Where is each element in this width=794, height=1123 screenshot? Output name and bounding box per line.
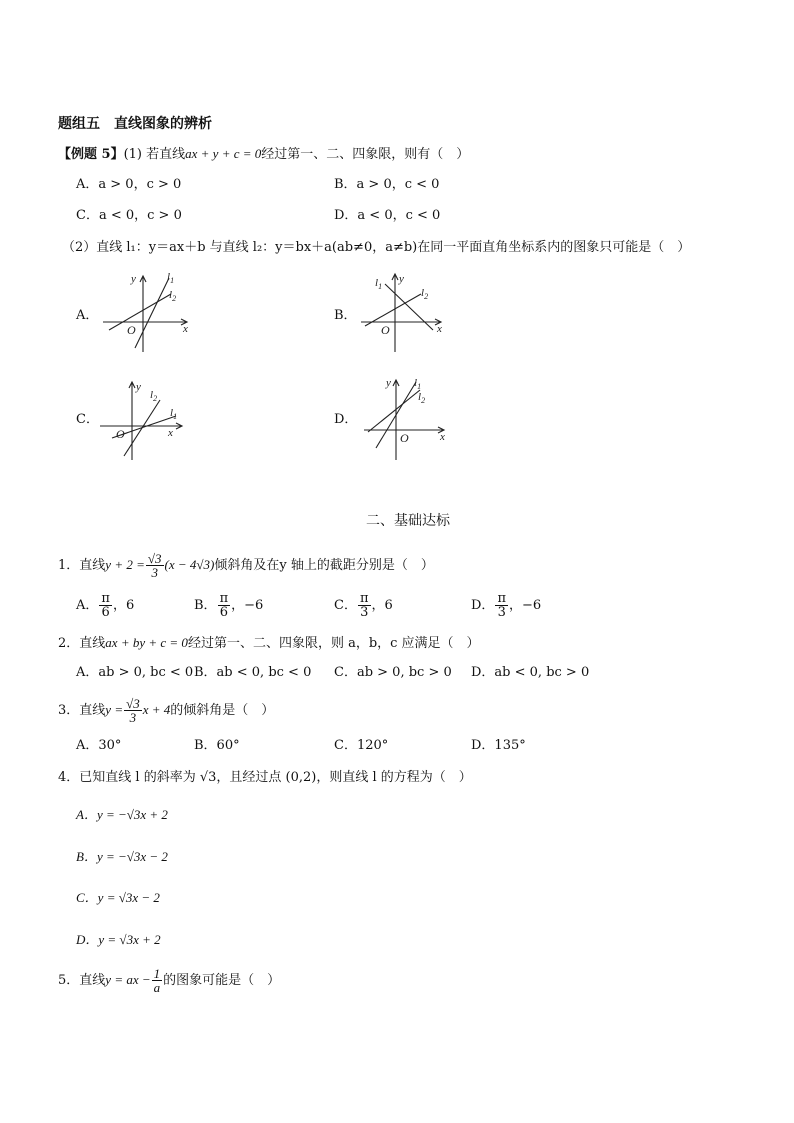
svg-text:l1: $l_1$ [375, 277, 383, 291]
example-q1-post: 经过第一、二、四象限，则有（ ） [261, 147, 470, 162]
question-3-option-b: B．60° [194, 738, 240, 753]
section-title: 题组五 直线图象的辨析 [58, 116, 212, 132]
svg-text:l1: $l_1$ [170, 407, 178, 421]
question-3-option-a: A．30° [76, 738, 122, 753]
graph-option-d-label: D． [334, 412, 358, 427]
graph-option-c [96, 376, 201, 466]
question-1-stem: 1．直线y + 2 = $\frac{√3}{3}$ (x − 4√3)倾斜角及在y 轴上的截距分别是（ ） [58, 551, 434, 580]
line-l2 [109, 294, 171, 330]
question-2-option-a: A．ab > 0, bc < 0 [76, 665, 194, 680]
question-2-stem: 2．直线ax + by + c = 0经过第一、二、四象限，则 a，b，c 应满足（ ） [58, 635, 480, 651]
svg-text:l2: $l_2$ [421, 287, 429, 301]
svg-text:O: O [127, 323, 136, 337]
question-3-stem: 3．直线y = $\frac{√3}{3}$ x + 4的倾斜角是（ ） [58, 696, 275, 725]
graph-option-b [355, 268, 460, 358]
svg-text:l2: $l_2$ [150, 389, 158, 403]
example-q1-option-d: D．a < 0，c < 0 [334, 208, 441, 223]
line-l1 [135, 278, 169, 348]
question-3-option-c: C．120° [334, 738, 389, 753]
example-q1-option-c: C．a < 0，c > 0 [76, 208, 182, 223]
example-q1-equation: ax + y + c = 0 [185, 146, 262, 161]
line-l2 [368, 390, 420, 432]
svg-text:l1: $l_1$ [167, 271, 175, 285]
example-q1-option-a: A．a > 0，c > 0 [76, 177, 182, 192]
question-1-option-d: D． $\frac{\pi}{3}$ ，−6 [471, 591, 542, 620]
question-4-option-d: D．y = √3x + 2 [76, 932, 161, 947]
question-1-option-c: C． $\frac{\pi}{3}$ ，6 [334, 591, 393, 620]
svg-text:l2: $l_2$ [169, 289, 177, 303]
svg-text:y: y [131, 273, 136, 285]
question-2-option-d: D．ab < 0, bc > 0 [471, 665, 590, 680]
question-4-option-c: C．y = √3x − 2 [76, 890, 160, 905]
line-l2 [124, 400, 160, 456]
svg-text:y: y [386, 377, 391, 389]
section-heading: 二、基础达标 [366, 513, 450, 529]
svg-text:O: O [116, 427, 125, 441]
graph-option-a-label: A． [76, 308, 99, 323]
svg-text:y: y [399, 273, 404, 285]
example-q1-option-b: B．a > 0，c < 0 [334, 177, 440, 192]
graph-option-c-label: C． [76, 412, 99, 427]
example-stem [58, 146, 469, 163]
example-q2-stem: （2）直线 l₁：y＝ax＋b 与直线 l₂：y＝bx＋a(ab≠0，a≠b)在同一平面直角坐标系内的图象只可能是（ ） [62, 240, 691, 255]
svg-text:O: O [381, 323, 390, 337]
question-4-option-b: B．y = −√3x − 2 [76, 849, 168, 864]
line-l1 [385, 284, 433, 330]
graph-option-d [358, 374, 463, 464]
question-4-stem: 4．已知直线 l 的斜率为 √3，且经过点 (0,2)，则直线 l 的方程为（ ） [58, 770, 472, 785]
question-2-option-c: C．ab > 0, bc > 0 [334, 665, 452, 680]
svg-text:l1: $l_1$ [414, 377, 422, 391]
question-5-stem: 5．直线y = ax − $\frac{1}{a}$ 的图象可能是（ ） [58, 966, 281, 995]
svg-text:x: x [183, 323, 188, 335]
question-3-option-d: D．135° [471, 738, 526, 753]
svg-text:l2: $l_2$ [418, 391, 426, 405]
example-q1-pre: (1) 若直线 [123, 147, 186, 162]
question-1-option-a: A． $\frac{\pi}{6}$ ，6 [76, 591, 135, 620]
question-1-option-b: B． $\frac{\pi}{6}$ ，−6 [194, 591, 264, 620]
graph-option-b-label: B． [334, 308, 357, 323]
svg-text:x: x [437, 323, 442, 335]
example-tag: 【例题 5】 [58, 147, 124, 162]
graph-option-a [95, 268, 200, 358]
svg-text:y: y [136, 381, 141, 393]
svg-text:x: x [440, 431, 445, 443]
question-number: 1． [58, 558, 80, 573]
svg-text:O: O [400, 431, 409, 445]
question-2-option-b: B．ab < 0, bc < 0 [194, 665, 312, 680]
svg-text:x: x [168, 427, 173, 439]
question-4-option-a: A．y = −√3x + 2 [76, 807, 168, 822]
